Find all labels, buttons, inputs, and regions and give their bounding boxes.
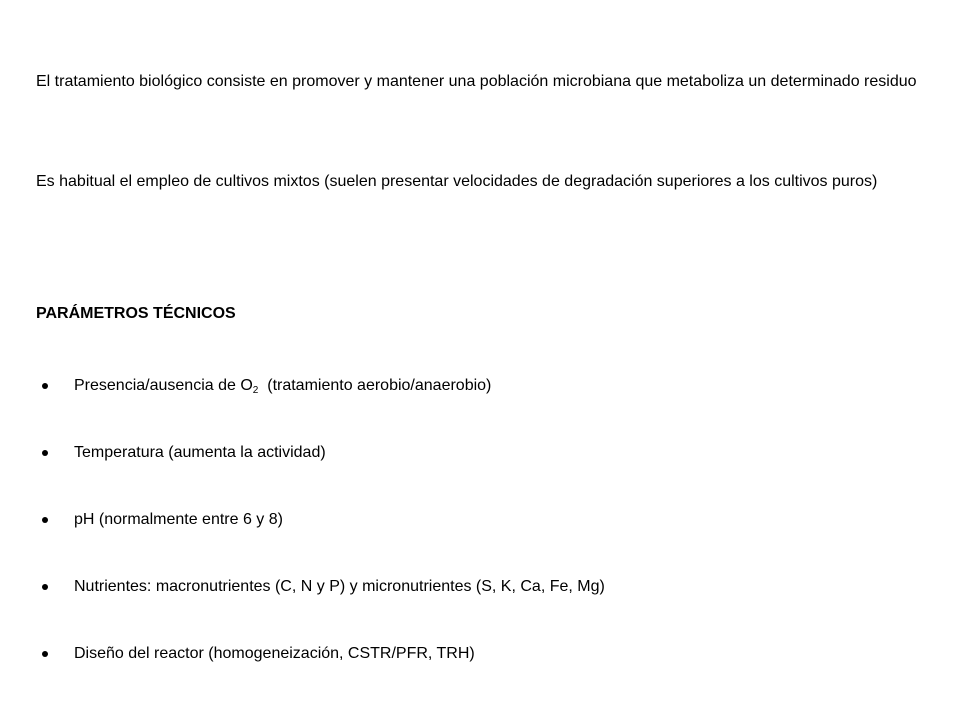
section-heading: PARÁMETROS TÉCNICOS (36, 305, 236, 322)
subscript: 2 (252, 385, 259, 396)
bullet-dot-icon (42, 517, 48, 523)
list-item-text: Temperatura (aumenta la actividad) (74, 444, 326, 461)
bullet-dot-icon (42, 651, 48, 657)
bullet-dot-icon (42, 450, 48, 456)
list-item-text: Nutrientes: macronutrientes (C, N y P) y micronutrientes (S, K, Ca, Fe, Mg) (74, 578, 605, 595)
mixed-cultures-paragraph: Es habitual el empleo de cultivos mixtos (suelen presentar velocidades de degradación superiores a los cultivos puros) (36, 173, 878, 190)
bullet-dot-icon (42, 584, 48, 590)
list-item-text: Diseño del reactor (homogeneización, CSTR/PFR, TRH) (74, 645, 475, 662)
intro-paragraph: El tratamiento biológico consiste en promover y mantener una población microbiana que metaboliza un determinado residuo (36, 73, 917, 90)
list-item-text: pH (normalmente entre 6 y 8) (74, 511, 283, 528)
list-item-text: Presencia/ausencia de $O_2$ (tratamiento aerobio/anaerobio) (74, 377, 492, 396)
bullet-dot-icon (42, 383, 48, 389)
